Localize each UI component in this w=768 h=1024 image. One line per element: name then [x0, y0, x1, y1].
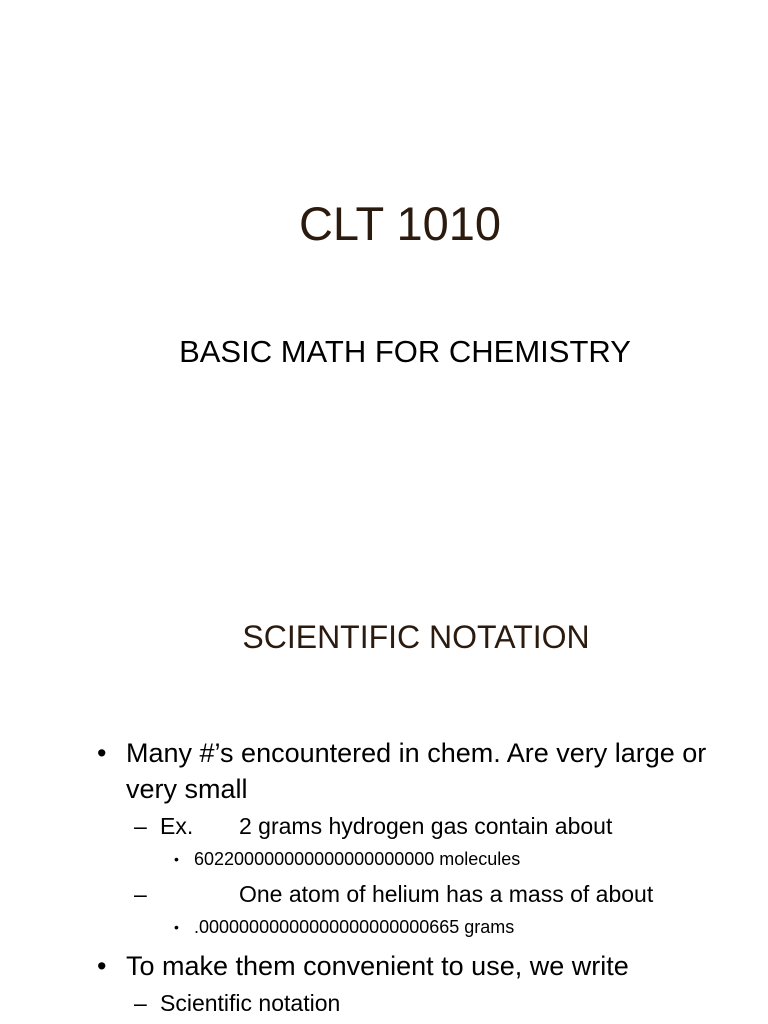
section-title: SCIENTIFIC NOTATION: [242, 619, 590, 655]
sub-bullet-text: One atom of helium has a mass of about: [239, 881, 654, 907]
small-bullet-marker: •: [174, 919, 179, 935]
small-bullet-marker: •: [174, 851, 179, 867]
bullet-text: To make them convenient to use, we write: [126, 951, 629, 981]
bullet-text: Many #’s encountered in chem. Are very large or very small: [126, 738, 707, 805]
bullet-marker: •: [97, 951, 107, 981]
sub-bullet-text: 2 grams hydrogen gas contain about: [239, 813, 613, 839]
bullet-marker: •: [97, 738, 107, 768]
sub-sub-bullet-text: 602200000000000000000000 molecules: [194, 849, 521, 869]
sub-sub-bullet-text: .00000000000000000000000665 grams: [194, 917, 515, 937]
slide-title: CLT 1010: [298, 197, 502, 250]
sub-bullet-text: Scientific notation: [160, 990, 341, 1016]
slide-subtitle: BASIC MATH FOR CHEMISTRY: [179, 334, 631, 369]
sub-bullet-label: Ex.: [160, 813, 194, 839]
dash-marker: –: [134, 813, 147, 839]
dash-marker: –: [134, 990, 147, 1016]
dash-marker: –: [134, 881, 147, 907]
